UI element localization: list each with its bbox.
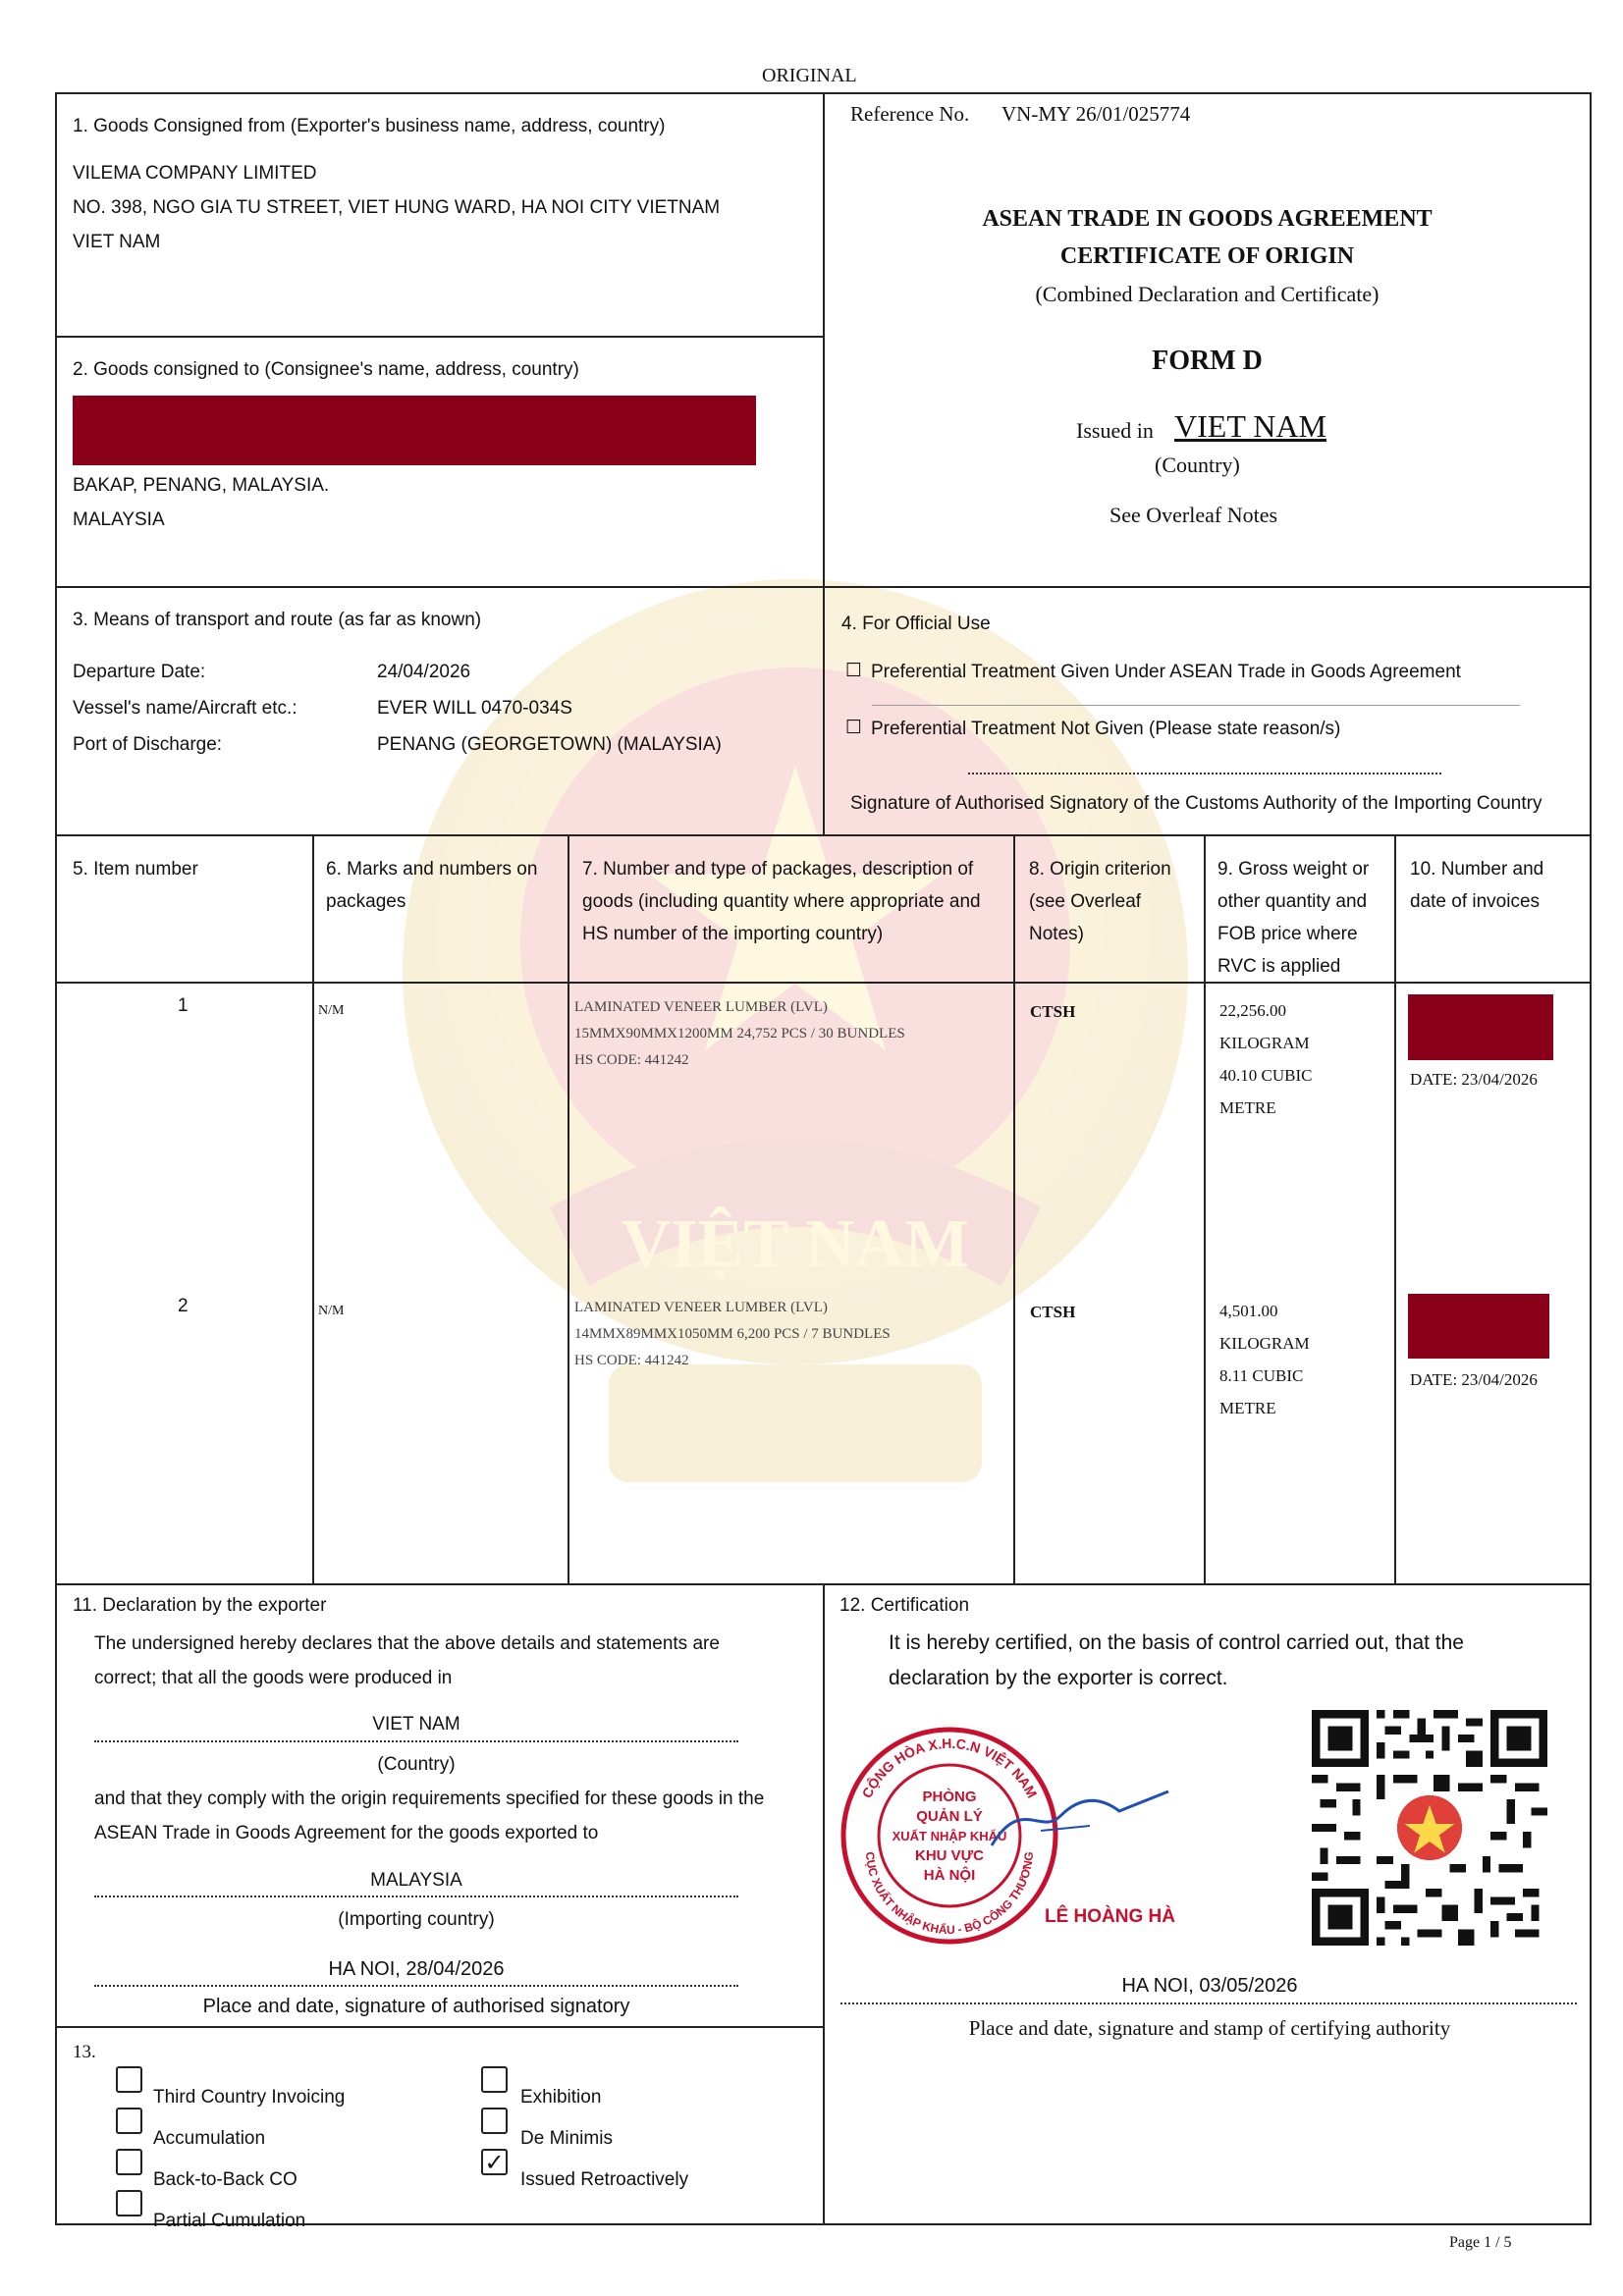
exporter-country: VIET NAM [73, 232, 161, 252]
item1-quantity: 22,256.00 KILOGRAM 40.10 CUBIC METRE [1219, 1001, 1313, 1117]
checkbox-partial-cumulation[interactable] [116, 2190, 142, 2216]
stamp-line-1: PHÒNG [922, 1789, 977, 1805]
exporter-address: NO. 398, NGO GIA TU STREET, VIET HUNG WARD, HA NOI CITY VIETNAM [73, 197, 721, 218]
de-minimis-label: De Minimis [520, 2128, 613, 2149]
consignee-name-redaction [73, 396, 756, 465]
consignee-address: BAKAP, PENANG, MALAYSIA. [73, 475, 330, 496]
certification-text-2: declaration by the exporter is correct. [889, 1667, 1228, 1689]
item2-description: LAMINATED VENEER LUMBER (LVL) 14MMX89MMX1050MM 6,200 PCS / 7 BUNDLES HS CODE: 441242 [574, 1300, 891, 1368]
checkbox-issued-retroactively[interactable] [481, 2149, 508, 2175]
item2-invoice-date: DATE: 23/04/2026 [1410, 1370, 1538, 1389]
original-label: ORIGINAL [762, 65, 857, 86]
signer-name: LÊ HOÀNG HÀ [1045, 1906, 1175, 1927]
watermark-text: VIỆT NAM [621, 1206, 970, 1282]
exporter-name: VILEMA COMPANY LIMITED [73, 163, 317, 184]
preferential-given-label: Preferential Treatment Given Under ASEAN Trade in Goods Agreement [871, 662, 1461, 682]
declaration-text-2: correct; that all the goods were produced in [94, 1668, 453, 1688]
qr-code [1312, 1710, 1547, 1946]
item1-criterion: CTSH [1030, 1002, 1076, 1021]
stamp-ring-top: CỘNG HÒA X.H.C.N VIỆT NAM [858, 1735, 1041, 1801]
back-to-back-label: Back-to-Back CO [153, 2169, 298, 2190]
stamp-line-4: KHU VỰC [915, 1847, 984, 1864]
stamp-ring-bottom: CỤC XUẤT NHẬP KHẨU - BỘ CÔNG THƯƠNG [862, 1850, 1037, 1938]
item1-number: 1 [178, 995, 189, 1016]
certifier-place-date: HA NOI, 03/05/2026 [1121, 1975, 1298, 1997]
stamp-line-3: XUẤT NHẬP KHẨU [892, 1829, 1007, 1843]
box12-title: 12. Certification [839, 1595, 970, 1616]
vessel-label: Vessel's name/Aircraft etc.: [73, 698, 298, 719]
header-origin-criterion: 8. Origin criterion (see Overleaf Notes) [1029, 859, 1171, 944]
consignee-country: MALAYSIA [73, 509, 165, 530]
issued-country: VIET NAM [1174, 408, 1326, 444]
header-item-number: 5. Item number [73, 859, 198, 880]
declaration-text-1: The undersigned hereby declares that the above details and statements are [94, 1633, 720, 1654]
preferential-not-given-label: Preferential Treatment Not Given (Please state reason/s) [871, 719, 1341, 739]
checkmark-icon: ✓ [484, 2148, 505, 2176]
vessel-name: EVER WILL 0470-034S [377, 698, 572, 719]
reference-number: VN-MY 26/01/025774 [1001, 102, 1191, 126]
signature-mark [982, 1777, 1178, 1865]
item2-marks: N/M [318, 1304, 345, 1318]
produced-country: VIET NAM [372, 1714, 460, 1735]
box4-title: 4. For Official Use [841, 614, 991, 634]
declaration-text-4: ASEAN Trade in Goods Agreement for the goods exported to [94, 1823, 599, 1843]
checkbox-de-minimis[interactable] [481, 2108, 508, 2134]
declaration-text-3: and that they comply with the origin requirements specified for these goods in the [94, 1789, 765, 1809]
item2-criterion: CTSH [1030, 1303, 1076, 1321]
exporter-place-date: HA NOI, 28/04/2026 [328, 1958, 505, 1980]
checkbox-third-country-invoicing[interactable] [116, 2066, 142, 2093]
checkbox-accumulation[interactable] [116, 2108, 142, 2134]
departure-label: Departure Date: [73, 662, 206, 682]
accumulation-label: Accumulation [153, 2128, 266, 2149]
exhibition-label: Exhibition [520, 2087, 602, 2108]
customs-signature-caption: Signature of Authorised Signatory of the Customs Authority of the Importing Country [850, 793, 1542, 814]
form-title: FORM D [1152, 346, 1263, 376]
box3-title: 3. Means of transport and route (as far as known) [73, 610, 482, 630]
reference-label: Reference No. [850, 102, 970, 126]
port-of-discharge: PENANG (GEORGETOWN) (MALAYSIA) [377, 734, 722, 755]
item1-marks: N/M [318, 1003, 345, 1018]
item1-description: LAMINATED VENEER LUMBER (LVL) 15MMX90MMX1200MM 24,752 PCS / 30 BUNDLES HS CODE: 441242 [574, 999, 905, 1068]
header-description: 7. Number and type of packages, description of goods (including quantity where appropriate and HS number of the importing country) [582, 859, 981, 944]
box11-title: 11. Declaration by the exporter [73, 1595, 327, 1616]
certificate-subtitle: (Combined Declaration and Certificate) [1035, 282, 1380, 306]
produced-country-caption: (Country) [377, 1754, 456, 1775]
port-label: Port of Discharge: [73, 734, 223, 755]
certification-text-1: It is hereby certified, on the basis of control carried out, that the [889, 1631, 1464, 1654]
importing-country-caption: (Importing country) [338, 1909, 495, 1930]
overleaf-notes: See Overleaf Notes [1109, 503, 1278, 527]
header-gross-weight: 9. Gross weight or other quantity and FOB price where RVC is applied [1217, 859, 1370, 977]
exporter-place-caption: Place and date, signature of authorised signatory [202, 1996, 630, 2017]
issued-label: Issued in [1076, 418, 1154, 443]
item2-number: 2 [178, 1296, 189, 1316]
checkbox-preferential-not-given[interactable]: ☐ [845, 717, 863, 738]
partial-cumulation-label: Partial Cumulation [153, 2211, 306, 2231]
certificate-title: CERTIFICATE OF ORIGIN [1059, 243, 1355, 269]
checkbox-back-to-back[interactable] [116, 2149, 142, 2175]
country-caption: (Country) [1155, 453, 1240, 477]
issued-retroactively-label: Issued Retroactively [520, 2169, 689, 2190]
item1-invoice-redaction [1408, 994, 1553, 1060]
box1-title: 1. Goods Consigned from (Exporter's business name, address, country) [73, 116, 666, 136]
item2-quantity: 4,501.00 KILOGRAM 8.11 CUBIC METRE [1219, 1302, 1310, 1417]
stamp-line-2: QUẢN LÝ [916, 1808, 983, 1825]
importing-country: MALAYSIA [370, 1870, 462, 1891]
item1-invoice-date: DATE: 23/04/2026 [1410, 1070, 1538, 1089]
stamp-line-5: HÀ NỘI [923, 1867, 976, 1884]
checkbox-exhibition[interactable] [481, 2066, 508, 2093]
header-marks: 6. Marks and numbers on packages [326, 859, 538, 912]
header-invoices: 10. Number and date of invoices [1410, 859, 1544, 912]
certifier-place-caption: Place and date, signature and stamp of certifying authority [968, 2016, 1451, 2040]
page-number: Page 1 / 5 [1449, 2234, 1512, 2251]
item2-invoice-redaction [1408, 1294, 1549, 1359]
box13-title: 13. [73, 2042, 96, 2062]
checkbox-preferential-given[interactable]: ☐ [845, 660, 863, 681]
departure-date: 24/04/2026 [377, 662, 471, 682]
agreement-title: ASEAN TRADE IN GOODS AGREEMENT [982, 206, 1433, 232]
third-country-invoicing-label: Third Country Invoicing [153, 2087, 346, 2108]
box2-title: 2. Goods consigned to (Consignee's name, address, country) [73, 359, 579, 380]
